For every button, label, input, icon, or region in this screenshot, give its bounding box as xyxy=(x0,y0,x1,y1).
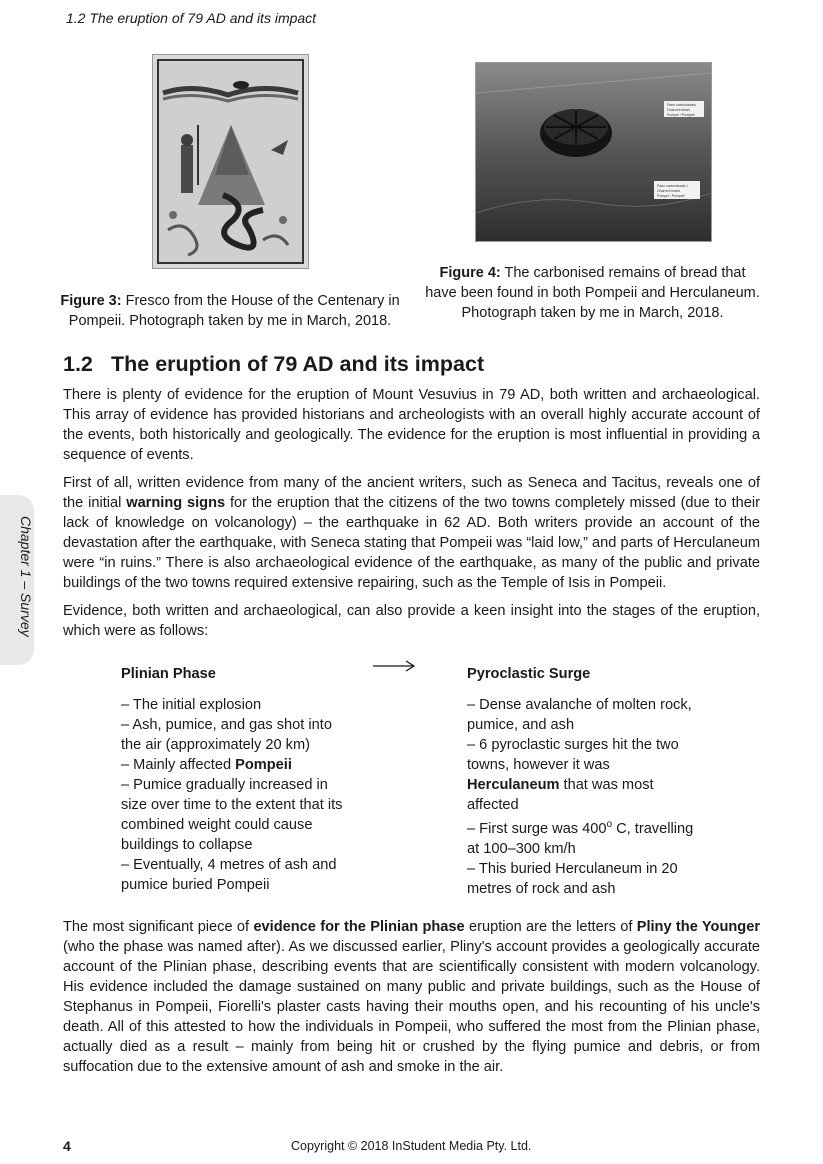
list-item: – Ash, pumice, and gas shot into xyxy=(121,717,332,733)
list-item-text: – First surge was 400 xyxy=(467,820,607,837)
figure-4-caption-text: The carbonised remains of bread that have been found in both Pompeii and Herculaneum. Photograph taken by me in March, 2018. xyxy=(425,265,760,321)
list-item xyxy=(467,815,693,839)
figure-3-caption xyxy=(60,291,400,331)
page-number: 4 xyxy=(63,1138,71,1154)
section-heading xyxy=(63,352,484,377)
list-item: pumice buried Pompeii xyxy=(121,877,270,893)
paragraph-4-part-c: eruption are the letters of xyxy=(464,919,637,935)
list-item: – This buried Herculaneum in 20 xyxy=(467,860,678,877)
fresco-illustration xyxy=(153,55,308,268)
list-item: at 100–300 km/h xyxy=(467,840,576,857)
paragraph-2 xyxy=(63,473,760,593)
list-item: buildings to collapse xyxy=(121,837,253,853)
carbonised-bread-illustration xyxy=(476,63,711,241)
list-item xyxy=(467,775,693,795)
list-item: – Eventually, 4 metres of ash and xyxy=(121,857,337,873)
list-item xyxy=(121,755,342,775)
list-item-text: that was most xyxy=(559,777,654,793)
paragraph-4-part-e: (who the phase was named after). As we discussed earlier, Pliny's account provides a geologically accurate account of the Plinian phase, describing events that are scientifically consistent with modern volcanology. His evidence included the damage sustained on many public and private buildings, such as the House of Stephanus in Pompeii, Fiorelli's plaster casts having their mouths open, and his recounting of his uncle's death. All of this attested to how the individuals in Pompeii, who suffered the most from the Plinian phase, actually died as a result – mainly from being hit or crushed by the flying pumice and debris, or from suffocation due to the extensive amount of ash and smoke in the air. xyxy=(63,939,760,1075)
figure-4-bread-photo xyxy=(475,62,712,242)
museum-label-1-line-3: Pompei / Pompeii xyxy=(667,113,695,117)
pompeii-bold: Pompeii xyxy=(235,757,292,773)
paragraph-4 xyxy=(63,917,760,1077)
pyroclastic-surge-list xyxy=(467,695,693,899)
list-item-text: C, travelling xyxy=(612,820,694,837)
list-item: – Pumice gradually increased in xyxy=(121,777,328,793)
figure-4-label: Figure 4: xyxy=(439,265,501,281)
paragraph-3: Evidence, both written and archaeological, can also provide a keen insight into the stages of the eruption, which were as follows: xyxy=(63,603,760,639)
list-item: – 6 pyroclastic surges hit the two xyxy=(467,737,679,753)
running-head: 1.2 The eruption of 79 AD and its impact xyxy=(66,10,317,26)
museum-label-2-line-1: Pane carbonizzato / xyxy=(657,184,688,188)
list-item: the air (approximately 20 km) xyxy=(121,737,310,753)
chapter-side-tab-label: Chapter 1 – Survey xyxy=(18,516,34,637)
pyroclastic-surge-title: Pyroclastic Surge xyxy=(467,666,591,682)
plinian-evidence-bold: evidence for the Plinian phase xyxy=(253,919,465,935)
figure-4-caption xyxy=(425,263,760,323)
warning-signs-bold: warning signs xyxy=(126,495,226,511)
list-item: combined weight could cause xyxy=(121,817,313,833)
figure-3-label: Figure 3: xyxy=(60,293,122,309)
paragraph-2-part-c: for the eruption that the citizens of the two towns completely missed (due to their lack of knowledge on volcanology) – the earthquake in 62 AD. Both writers provide an account of the devastation after the earthquake, with Seneca stating that Pompeii was “laid low,” and parts of Herculaneum were “in ruins.” There is also archaeological evidence of the earthquake, as many of the public and private buildings of the two towns required extensive repairing, such as the Temple of Isis in Pompeii. xyxy=(63,495,761,591)
list-item: affected xyxy=(467,797,519,813)
museum-label-1-line-1: Pane carbonizzato xyxy=(667,103,696,107)
paragraph-1: There is plenty of evidence for the eruption of Mount Vesuvius in 79 AD, both written and archaeological. This array of evidence has provided historians and archeologists with an overall highly accurate account of the events, both historically and geologically. The evidence for the eruption is most influential in providing a sequence of events. xyxy=(63,387,760,463)
plinian-phase-title: Plinian Phase xyxy=(121,666,216,682)
museum-label-2-line-2: Charred bread xyxy=(657,189,680,193)
copyright-notice: Copyright © 2018 InStudent Media Pty. Ltd. xyxy=(291,1139,532,1153)
right-arrow-icon xyxy=(372,659,416,673)
list-item: towns, however it was xyxy=(467,757,610,773)
pliny-the-younger-bold: Pliny the Younger xyxy=(636,919,761,935)
herculaneum-bold: Herculaneum xyxy=(467,777,560,793)
plinian-phase-list xyxy=(121,695,342,895)
figure-3-caption-text: Fresco from the House of the Centenary in Pompeii. Photograph taken by me in March, 2018. xyxy=(68,293,400,329)
museum-label-2-line-3: Pompei / Pompeii xyxy=(657,194,685,198)
section-number: 1.2 xyxy=(63,352,93,376)
list-item: metres of rock and ash xyxy=(467,880,616,897)
list-item: – Dense avalanche of molten rock, xyxy=(467,697,692,713)
list-item: size over time to the extent that its xyxy=(121,797,343,813)
figure-3-fresco-photo xyxy=(152,54,309,269)
paragraph-4-part-a: The most significant piece of xyxy=(63,919,254,935)
paragraph-2-part-a: First of all, written evidence from many of the ancient writers, such as Seneca and Tacitus, reveals one of the initial xyxy=(63,475,760,511)
section-title: The eruption of 79 AD and its impact xyxy=(111,352,485,376)
degree-superscript: o xyxy=(606,819,613,830)
museum-label-1-line-2: Charred bread xyxy=(667,108,690,112)
list-item-text: – Mainly affected xyxy=(121,757,236,773)
list-item: – The initial explosion xyxy=(121,697,262,713)
list-item: pumice, and ash xyxy=(467,717,575,733)
museum-label-1 xyxy=(664,101,704,117)
museum-label-2 xyxy=(654,181,700,199)
